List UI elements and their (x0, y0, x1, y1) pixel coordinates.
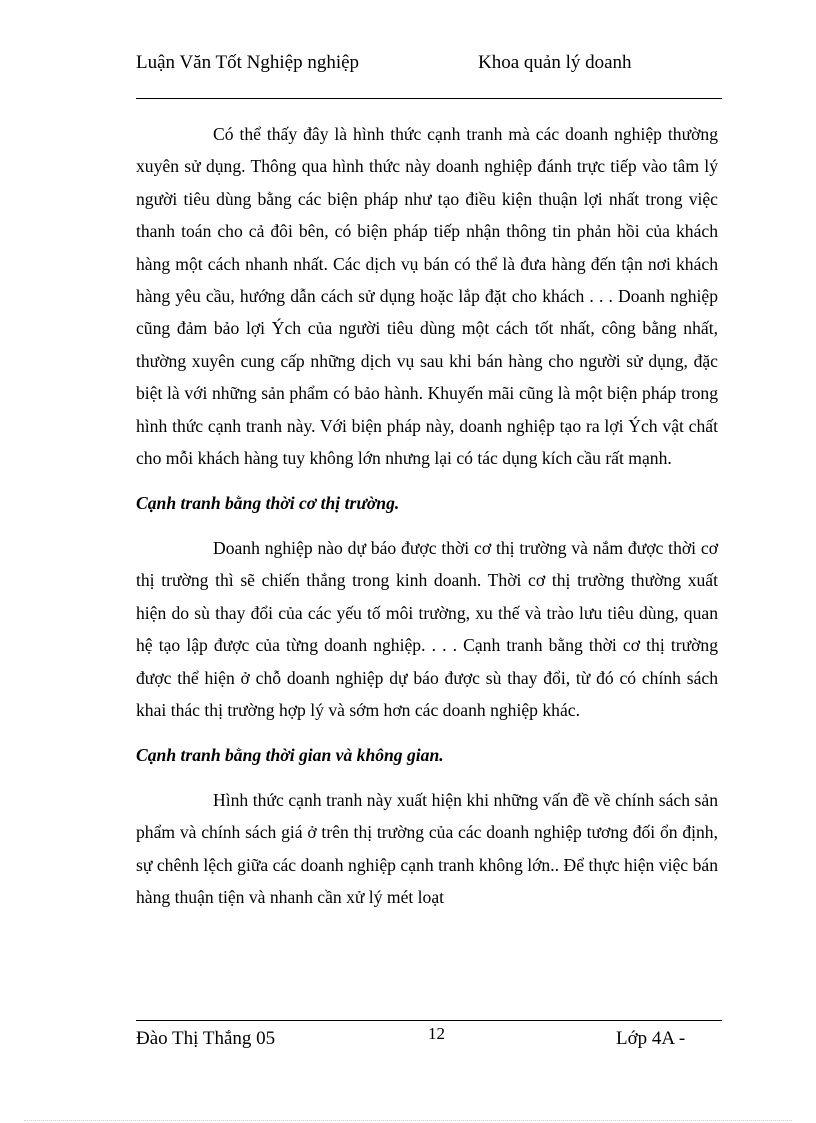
page-bottom-border (24, 1120, 792, 1121)
paragraph-3: Hình thức cạnh tranh này xuất hiện khi những vấn đề về chính sách sản phẩm và chính sách giá ở trên thị trường của các doanh nghiệp tương đối ổn định, sự chênh lệch giữa các doanh nghiệp cạnh tranh không lớn.. Để thực hiện việc bán hàng thuận tiện và nhanh cần xử lý mét loạt (136, 789, 718, 907)
body-text (136, 118, 718, 913)
paragraph-2: Doanh nghiệp nào dự báo được thời cơ thị trường và nắm được thời cơ thị trường thì sẽ chiến thắng trong kinh doanh. Thời cơ thị trường thường xuất hiện do sù thay đổi của các yếu tố môi trường, xu thế và trào lưu tiêu dùng, quan hệ tạo lập được của từng doanh nghiệp. . . . Cạnh tranh bằng thời cơ thị trường được thể hiện ở chỗ doanh nghiệp dự báo được sù thay đổi, từ đó có chính sách khai thác thị trường hợp lý và sớm hơn các doanh nghiệp khác. (136, 537, 718, 720)
footer-class: Lớp 4A - (616, 1028, 686, 1049)
footer-divider (136, 1020, 722, 1021)
header-thesis-title: Luận Văn Tốt Nghiệp nghiệp (136, 52, 360, 73)
page-number: 12 (428, 1024, 445, 1043)
section-heading-2: Cạnh tranh bằng thời gian và không gian. (136, 745, 444, 766)
paragraph-1: Có thể thấy đây là hình thức cạnh tranh mà các doanh nghiệp thường xuyên sử dụng. Thông qua hình thức này doanh nghiệp đánh trực tiếp vào tâm lý người tiêu dùng bằng các biện pháp như tạo điều kiện thuận lợi nhất trong việc thanh toán cho cả đôi bên, có biện pháp tiếp nhận thông tin phản hồi của khách hàng một cách nhanh nhất. Các dịch vụ bán có thể là đưa hàng đến tận nơi khách hàng yêu cầu, hướng dẫn cách sử dụng hoặc lắp đặt cho khách . . . Doanh nghiệp cũng đảm bảo lợi Ých của người tiêu dùng một cách tốt nhất, công bằng nhất, thường xuyên cung cấp những dịch vụ sau khi bán hàng cho người sử dụng, đặc biệt là với những sản phẩm có bảo hành. Khuyến mãi cũng là một biện pháp trong hình thức cạnh tranh này. Với biện pháp này, doanh nghiệp tạo ra lợi Ých vật chất cho mỗi khách hàng tuy không lớn nhưng lại có tác dụng kích cầu rất mạnh. (136, 124, 718, 469)
header-divider (136, 98, 722, 99)
header-faculty: Khoa quản lý doanh (478, 52, 632, 73)
section-heading-1: Cạnh tranh bằng thời cơ thị trường. (136, 493, 400, 514)
footer-author: Đào Thị Thắng 05 (136, 1028, 276, 1049)
